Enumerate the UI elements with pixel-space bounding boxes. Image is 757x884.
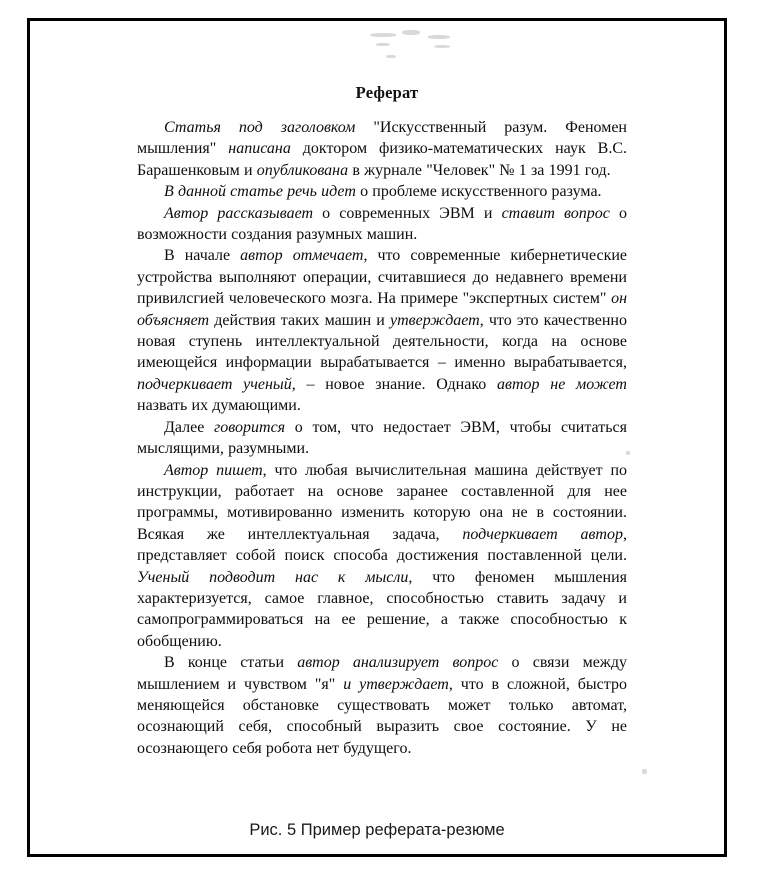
text-run: В начале (164, 247, 241, 265)
document-title: Реферат (355, 83, 419, 102)
text-run: В конце статьи (164, 654, 298, 672)
paragraph (137, 245, 627, 416)
text-run: о современных ЭВМ и (322, 204, 502, 222)
emphasized-text-run: Автор рассказывает (164, 204, 323, 222)
scan-artifact (386, 55, 396, 58)
emphasized-text-run: Ученый подводит нас к мысли (137, 568, 409, 586)
text-run: , – новое знание. Однако (291, 375, 498, 393)
document-text-body (137, 83, 627, 759)
paragraph (137, 460, 627, 653)
scan-artifact (376, 43, 390, 46)
paragraph (137, 203, 627, 246)
emphasized-text-run: ставит вопрос (501, 204, 619, 222)
emphasized-text-run: В данной статье речь идет (164, 183, 361, 201)
document-page-frame (27, 18, 727, 857)
text-run: действия таких машин и (214, 311, 390, 329)
text-run: , что в сложной, быстро меняющейся обстановке существовать может только автомат, осознающий себя, способный выразить свое состояние. У не осознающего себя робота нет будущего. (137, 675, 627, 757)
text-run: о том, что недостает ЭВМ, чтобы считаться мыслящими, разумными. (137, 418, 627, 458)
paragraph (137, 417, 627, 460)
paragraph (137, 117, 627, 181)
text-run: о связи между мышлением и чувством "я" (137, 654, 627, 693)
emphasized-text-run: подчеркивает ученый (137, 375, 292, 393)
emphasized-text-run: опубликована (256, 161, 353, 179)
text-run: о проблеме искусственного разума. (360, 183, 602, 201)
scan-artifact (370, 33, 396, 37)
text-run: , что это качественно новая ступень интеллектуальной деятельности, когда на основе имеющейся информации вырабатывается – именно вырабатывается, (137, 311, 627, 372)
emphasized-text-run: и утверждает (343, 675, 449, 693)
scan-artifact (642, 769, 647, 774)
emphasized-text-run: написана (228, 140, 303, 158)
emphasized-text-run: он объясняет (137, 290, 627, 329)
paragraph (137, 652, 627, 759)
scan-artifact (402, 30, 420, 35)
text-run: о возможности создания разумных машин. (137, 204, 627, 244)
scan-artifact (434, 45, 450, 48)
text-run: Далее (164, 418, 215, 436)
emphasized-text-run: Автор пишет (164, 461, 263, 479)
emphasized-text-run: автор отмечает (240, 247, 364, 265)
paragraph (137, 181, 627, 202)
emphasized-text-run: автор не может (497, 375, 627, 393)
scan-artifact (428, 35, 450, 39)
text-run: "Искусственный разум. Феномен мышления" (137, 119, 627, 158)
text-run: доктором физико-математических наук В.С. Барашенковым и (137, 140, 628, 179)
emphasized-text-run: говорится (214, 418, 295, 436)
text-run: , представляет собой поиск способа достижения поставленной цели. (137, 525, 627, 565)
text-run: назвать их думающими. (137, 397, 301, 415)
text-run: в журнале "Человек" № 1 за 1991 год. (352, 161, 611, 179)
text-run: , что любая вычислительная машина действует по инструкции, работает на основе заранее составленной для нее программы, мотивированно изменить которую она не в состоянии. Всякая же интеллектуальная задача, (137, 461, 628, 543)
text-run: , что современные кибернетические устройства выполняют операции, считавшиеся до недавнего времени привилсгией человеческого мозга. На примере "экспертных систем" (137, 247, 628, 308)
text-run: , что феномен мышления характеризуется, самое главное, способностью ставить задачу и самопрограммироваться на ее решение, а также способностью к обобщению. (137, 568, 627, 650)
emphasized-text-run: Статья под заголовком (164, 119, 374, 136)
paragraph-list (137, 117, 627, 759)
emphasized-text-run: автор анализирует вопрос (297, 654, 512, 672)
figure-caption: Рис. 5 Пример реферата-резюме (249, 821, 505, 839)
emphasized-text-run: утверждает (390, 311, 480, 329)
emphasized-text-run: подчеркивает автор (462, 525, 623, 543)
